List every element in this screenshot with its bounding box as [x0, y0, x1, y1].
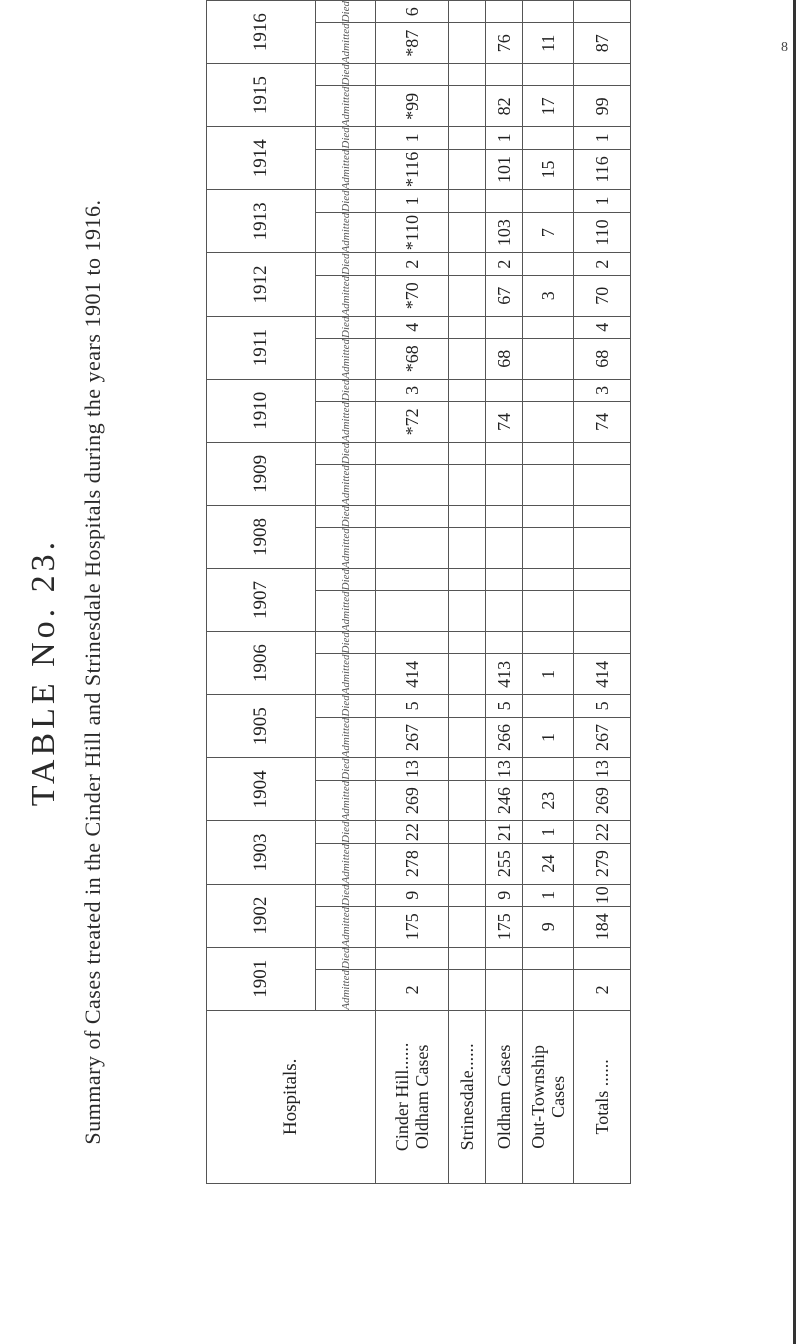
admitted-1907	[523, 591, 574, 632]
died-1905	[449, 695, 486, 717]
hospital-name-line1: Cinder Hill......	[392, 1042, 412, 1152]
died-header: Died	[316, 568, 376, 590]
table-subtitle: Summary of Cases treated in the Cinder Hill and Strinesdale Hospitals during the years 1901 to 1916.	[80, 199, 105, 1145]
hospital-name	[486, 1010, 523, 1183]
admitted-1903: 278	[376, 843, 449, 884]
died-1906	[574, 632, 631, 654]
admitted-1903: 279	[574, 843, 631, 884]
year-header-1910: 1910	[207, 379, 316, 442]
admitted-1914: 15	[523, 149, 574, 190]
died-1906	[486, 632, 523, 654]
died-1905	[523, 695, 574, 717]
died-1902: 1	[523, 884, 574, 906]
year-header-1912: 1912	[207, 253, 316, 316]
year-header-1913: 1913	[207, 190, 316, 253]
admitted-1914: 116	[574, 149, 631, 190]
died-1914: 1	[486, 127, 523, 149]
admitted-1905	[449, 717, 486, 758]
admitted-1908	[523, 528, 574, 569]
died-header: Died	[316, 190, 376, 212]
died-header: Died	[316, 947, 376, 969]
year-header-row	[207, 1, 316, 1184]
admitted-1904: 23	[523, 780, 574, 821]
died-1905: 5	[574, 695, 631, 717]
admitted-header: Admitted	[316, 402, 376, 443]
hospital-name-line2: Oldham Cases	[412, 1044, 432, 1150]
died-1909	[449, 442, 486, 464]
died-header: Died	[316, 884, 376, 906]
died-1907	[523, 568, 574, 590]
died-1901	[574, 947, 631, 969]
admitted-1909	[523, 465, 574, 506]
admitted-1910: 74	[574, 402, 631, 443]
died-1901	[449, 947, 486, 969]
admitted-1902: 184	[574, 906, 631, 947]
admitted-header: Admitted	[316, 843, 376, 884]
admitted-header: Admitted	[316, 465, 376, 506]
died-header: Died	[316, 1, 376, 23]
died-1913: 1	[574, 190, 631, 212]
died-1907	[486, 568, 523, 590]
died-1903: 21	[486, 821, 523, 843]
died-1913	[449, 190, 486, 212]
died-1906	[523, 632, 574, 654]
admitted-1907	[574, 591, 631, 632]
year-header-1901: 1901	[207, 947, 316, 1010]
admitted-1913: 7	[523, 212, 574, 253]
admitted-1906: 414	[376, 654, 449, 695]
admitted-1910	[523, 402, 574, 443]
died-1910: 3	[376, 379, 449, 401]
died-1911	[486, 316, 523, 338]
died-1914: 1	[574, 127, 631, 149]
admitted-1916: 11	[523, 23, 574, 64]
admitted-1901: 2	[574, 970, 631, 1011]
died-1915	[449, 64, 486, 86]
admitted-1914	[449, 149, 486, 190]
died-header: Died	[316, 442, 376, 464]
admitted-1916: 87	[574, 23, 631, 64]
hospital-name-line1: Totals ......	[592, 1059, 612, 1135]
admitted-1903: 255	[486, 843, 523, 884]
admitted-header: Admitted	[316, 717, 376, 758]
subheader-row	[316, 1, 376, 1184]
admitted-1912	[449, 275, 486, 316]
admitted-1906	[449, 654, 486, 695]
admitted-1915: 99	[574, 86, 631, 127]
admitted-1908	[574, 528, 631, 569]
admitted-1901: 2	[376, 970, 449, 1011]
died-1908	[574, 505, 631, 527]
died-1913: 1	[376, 190, 449, 212]
admitted-1902: 175	[486, 906, 523, 947]
admitted-1904: 269	[376, 780, 449, 821]
year-header-1916: 1916	[207, 1, 316, 64]
died-1914: 1	[376, 127, 449, 149]
died-1915	[486, 64, 523, 86]
admitted-1915: 17	[523, 86, 574, 127]
admitted-header: Admitted	[316, 970, 376, 1011]
admitted-1913: *110	[376, 212, 449, 253]
died-1904	[523, 758, 574, 780]
died-1916	[523, 1, 574, 23]
died-1904: 13	[376, 758, 449, 780]
admitted-1901	[523, 970, 574, 1011]
admitted-1912: *70	[376, 275, 449, 316]
admitted-1901	[449, 970, 486, 1011]
died-1905: 5	[486, 695, 523, 717]
admitted-1902	[449, 906, 486, 947]
died-1913	[523, 190, 574, 212]
admitted-1907	[376, 591, 449, 632]
year-header-1902: 1902	[207, 884, 316, 947]
hospital-name	[376, 1010, 449, 1183]
died-1907	[376, 568, 449, 590]
died-1902: 9	[486, 884, 523, 906]
died-header: Died	[316, 758, 376, 780]
admitted-1910	[449, 402, 486, 443]
died-1912: 2	[486, 253, 523, 275]
admitted-1910: *72	[376, 402, 449, 443]
admitted-1905: 1	[523, 717, 574, 758]
year-header-1911: 1911	[207, 316, 316, 379]
died-1912	[449, 253, 486, 275]
died-1908	[376, 505, 449, 527]
table-title: TABLE No. 23.	[25, 537, 62, 807]
admitted-1906: 1	[523, 654, 574, 695]
hospital-name-line1: Strinesdale......	[457, 1043, 477, 1151]
admitted-1905: 267	[376, 717, 449, 758]
died-1910	[449, 379, 486, 401]
hospital-name-line1: Oldham Cases	[494, 1044, 514, 1150]
admitted-header: Admitted	[316, 23, 376, 64]
died-1903: 22	[376, 821, 449, 843]
admitted-1909	[449, 465, 486, 506]
admitted-header: Admitted	[316, 591, 376, 632]
died-1910: 3	[574, 379, 631, 401]
year-header-1907: 1907	[207, 568, 316, 631]
year-header-1903: 1903	[207, 821, 316, 884]
admitted-1903: 24	[523, 843, 574, 884]
died-1901	[523, 947, 574, 969]
admitted-1905: 267	[574, 717, 631, 758]
admitted-header: Admitted	[316, 149, 376, 190]
died-header: Died	[316, 253, 376, 275]
died-header: Died	[316, 695, 376, 717]
admitted-1903	[449, 843, 486, 884]
hospital-name-line1: Out-Township	[528, 1045, 548, 1149]
admitted-header: Admitted	[316, 212, 376, 253]
admitted-1904: 246	[486, 780, 523, 821]
year-header-1909: 1909	[207, 442, 316, 505]
admitted-1911	[449, 338, 486, 379]
admitted-1912: 67	[486, 275, 523, 316]
died-header: Died	[316, 316, 376, 338]
admitted-header: Admitted	[316, 338, 376, 379]
hospital-name	[523, 1010, 574, 1183]
summary-table	[206, 0, 631, 1184]
died-1911: 4	[574, 316, 631, 338]
hospital-name-line2: Cases	[548, 1075, 568, 1118]
died-1911	[449, 316, 486, 338]
admitted-1911: 68	[574, 338, 631, 379]
died-1911: 4	[376, 316, 449, 338]
admitted-1911: 68	[486, 338, 523, 379]
died-1902: 10	[574, 884, 631, 906]
died-1907	[574, 568, 631, 590]
admitted-1913	[449, 212, 486, 253]
page-number: 8	[781, 40, 788, 55]
died-1902	[449, 884, 486, 906]
admitted-1902: 175	[376, 906, 449, 947]
admitted-1914: 101	[486, 149, 523, 190]
died-1902: 9	[376, 884, 449, 906]
admitted-1908	[449, 528, 486, 569]
admitted-1902: 9	[523, 906, 574, 947]
died-1907	[449, 568, 486, 590]
admitted-1909	[376, 465, 449, 506]
died-1906	[376, 632, 449, 654]
admitted-1916: *87	[376, 23, 449, 64]
admitted-1911: *68	[376, 338, 449, 379]
died-1911	[523, 316, 574, 338]
admitted-header: Admitted	[316, 654, 376, 695]
died-1909	[574, 442, 631, 464]
admitted-header: Admitted	[316, 275, 376, 316]
admitted-1908	[486, 528, 523, 569]
died-1903	[449, 821, 486, 843]
died-1903: 1	[523, 821, 574, 843]
died-header: Died	[316, 821, 376, 843]
admitted-1906: 413	[486, 654, 523, 695]
admitted-1913: 103	[486, 212, 523, 253]
died-1916	[574, 1, 631, 23]
died-header: Died	[316, 632, 376, 654]
admitted-header: Admitted	[316, 528, 376, 569]
admitted-1916: 76	[486, 23, 523, 64]
admitted-1907	[486, 591, 523, 632]
admitted-1915: 82	[486, 86, 523, 127]
died-1916	[486, 1, 523, 23]
died-1909	[486, 442, 523, 464]
died-1904: 13	[486, 758, 523, 780]
admitted-1916	[449, 23, 486, 64]
died-1903: 22	[574, 821, 631, 843]
hospitals-header: Hospitals.	[207, 1010, 376, 1183]
died-header: Died	[316, 379, 376, 401]
admitted-1904: 269	[574, 780, 631, 821]
died-1908	[523, 505, 574, 527]
hospital-name	[449, 1010, 486, 1183]
died-1912: 2	[376, 253, 449, 275]
died-1909	[523, 442, 574, 464]
admitted-1906: 414	[574, 654, 631, 695]
admitted-1904	[449, 780, 486, 821]
admitted-1911	[523, 338, 574, 379]
died-1905: 5	[376, 695, 449, 717]
died-1915	[376, 64, 449, 86]
died-1908	[449, 505, 486, 527]
died-1904	[449, 758, 486, 780]
died-header: Died	[316, 64, 376, 86]
admitted-header: Admitted	[316, 86, 376, 127]
year-header-1915: 1915	[207, 64, 316, 127]
died-1912: 2	[574, 253, 631, 275]
admitted-1908	[376, 528, 449, 569]
admitted-1905: 266	[486, 717, 523, 758]
died-1901	[486, 947, 523, 969]
died-1909	[376, 442, 449, 464]
year-header-1904: 1904	[207, 758, 316, 821]
died-1913	[486, 190, 523, 212]
year-header-1908: 1908	[207, 505, 316, 568]
died-1904: 13	[574, 758, 631, 780]
died-1915	[523, 64, 574, 86]
admitted-header: Admitted	[316, 780, 376, 821]
admitted-1909	[486, 465, 523, 506]
table-row	[376, 1, 449, 1184]
admitted-1910: 74	[486, 402, 523, 443]
admitted-1912: 3	[523, 275, 574, 316]
admitted-1915	[449, 86, 486, 127]
table-row	[523, 1, 574, 1184]
admitted-header: Admitted	[316, 906, 376, 947]
died-1908	[486, 505, 523, 527]
year-header-1905: 1905	[207, 695, 316, 758]
admitted-1907	[449, 591, 486, 632]
table-row	[574, 1, 631, 1184]
hospital-name	[574, 1010, 631, 1183]
died-1914	[523, 127, 574, 149]
admitted-1913: 110	[574, 212, 631, 253]
died-header: Died	[316, 127, 376, 149]
year-header-1914: 1914	[207, 127, 316, 190]
admitted-1909	[574, 465, 631, 506]
died-header: Died	[316, 505, 376, 527]
died-1912	[523, 253, 574, 275]
table-row	[449, 1, 486, 1184]
admitted-1914: *116	[376, 149, 449, 190]
admitted-1915: *99	[376, 86, 449, 127]
died-1916: 6	[376, 1, 449, 23]
admitted-1901	[486, 970, 523, 1011]
died-1901	[376, 947, 449, 969]
admitted-1912: 70	[574, 275, 631, 316]
died-1910	[523, 379, 574, 401]
died-1916	[449, 1, 486, 23]
died-1906	[449, 632, 486, 654]
year-header-1906: 1906	[207, 632, 316, 695]
died-1915	[574, 64, 631, 86]
died-1910	[486, 379, 523, 401]
table-body	[376, 1, 631, 1184]
table-row	[486, 1, 523, 1184]
died-1914	[449, 127, 486, 149]
